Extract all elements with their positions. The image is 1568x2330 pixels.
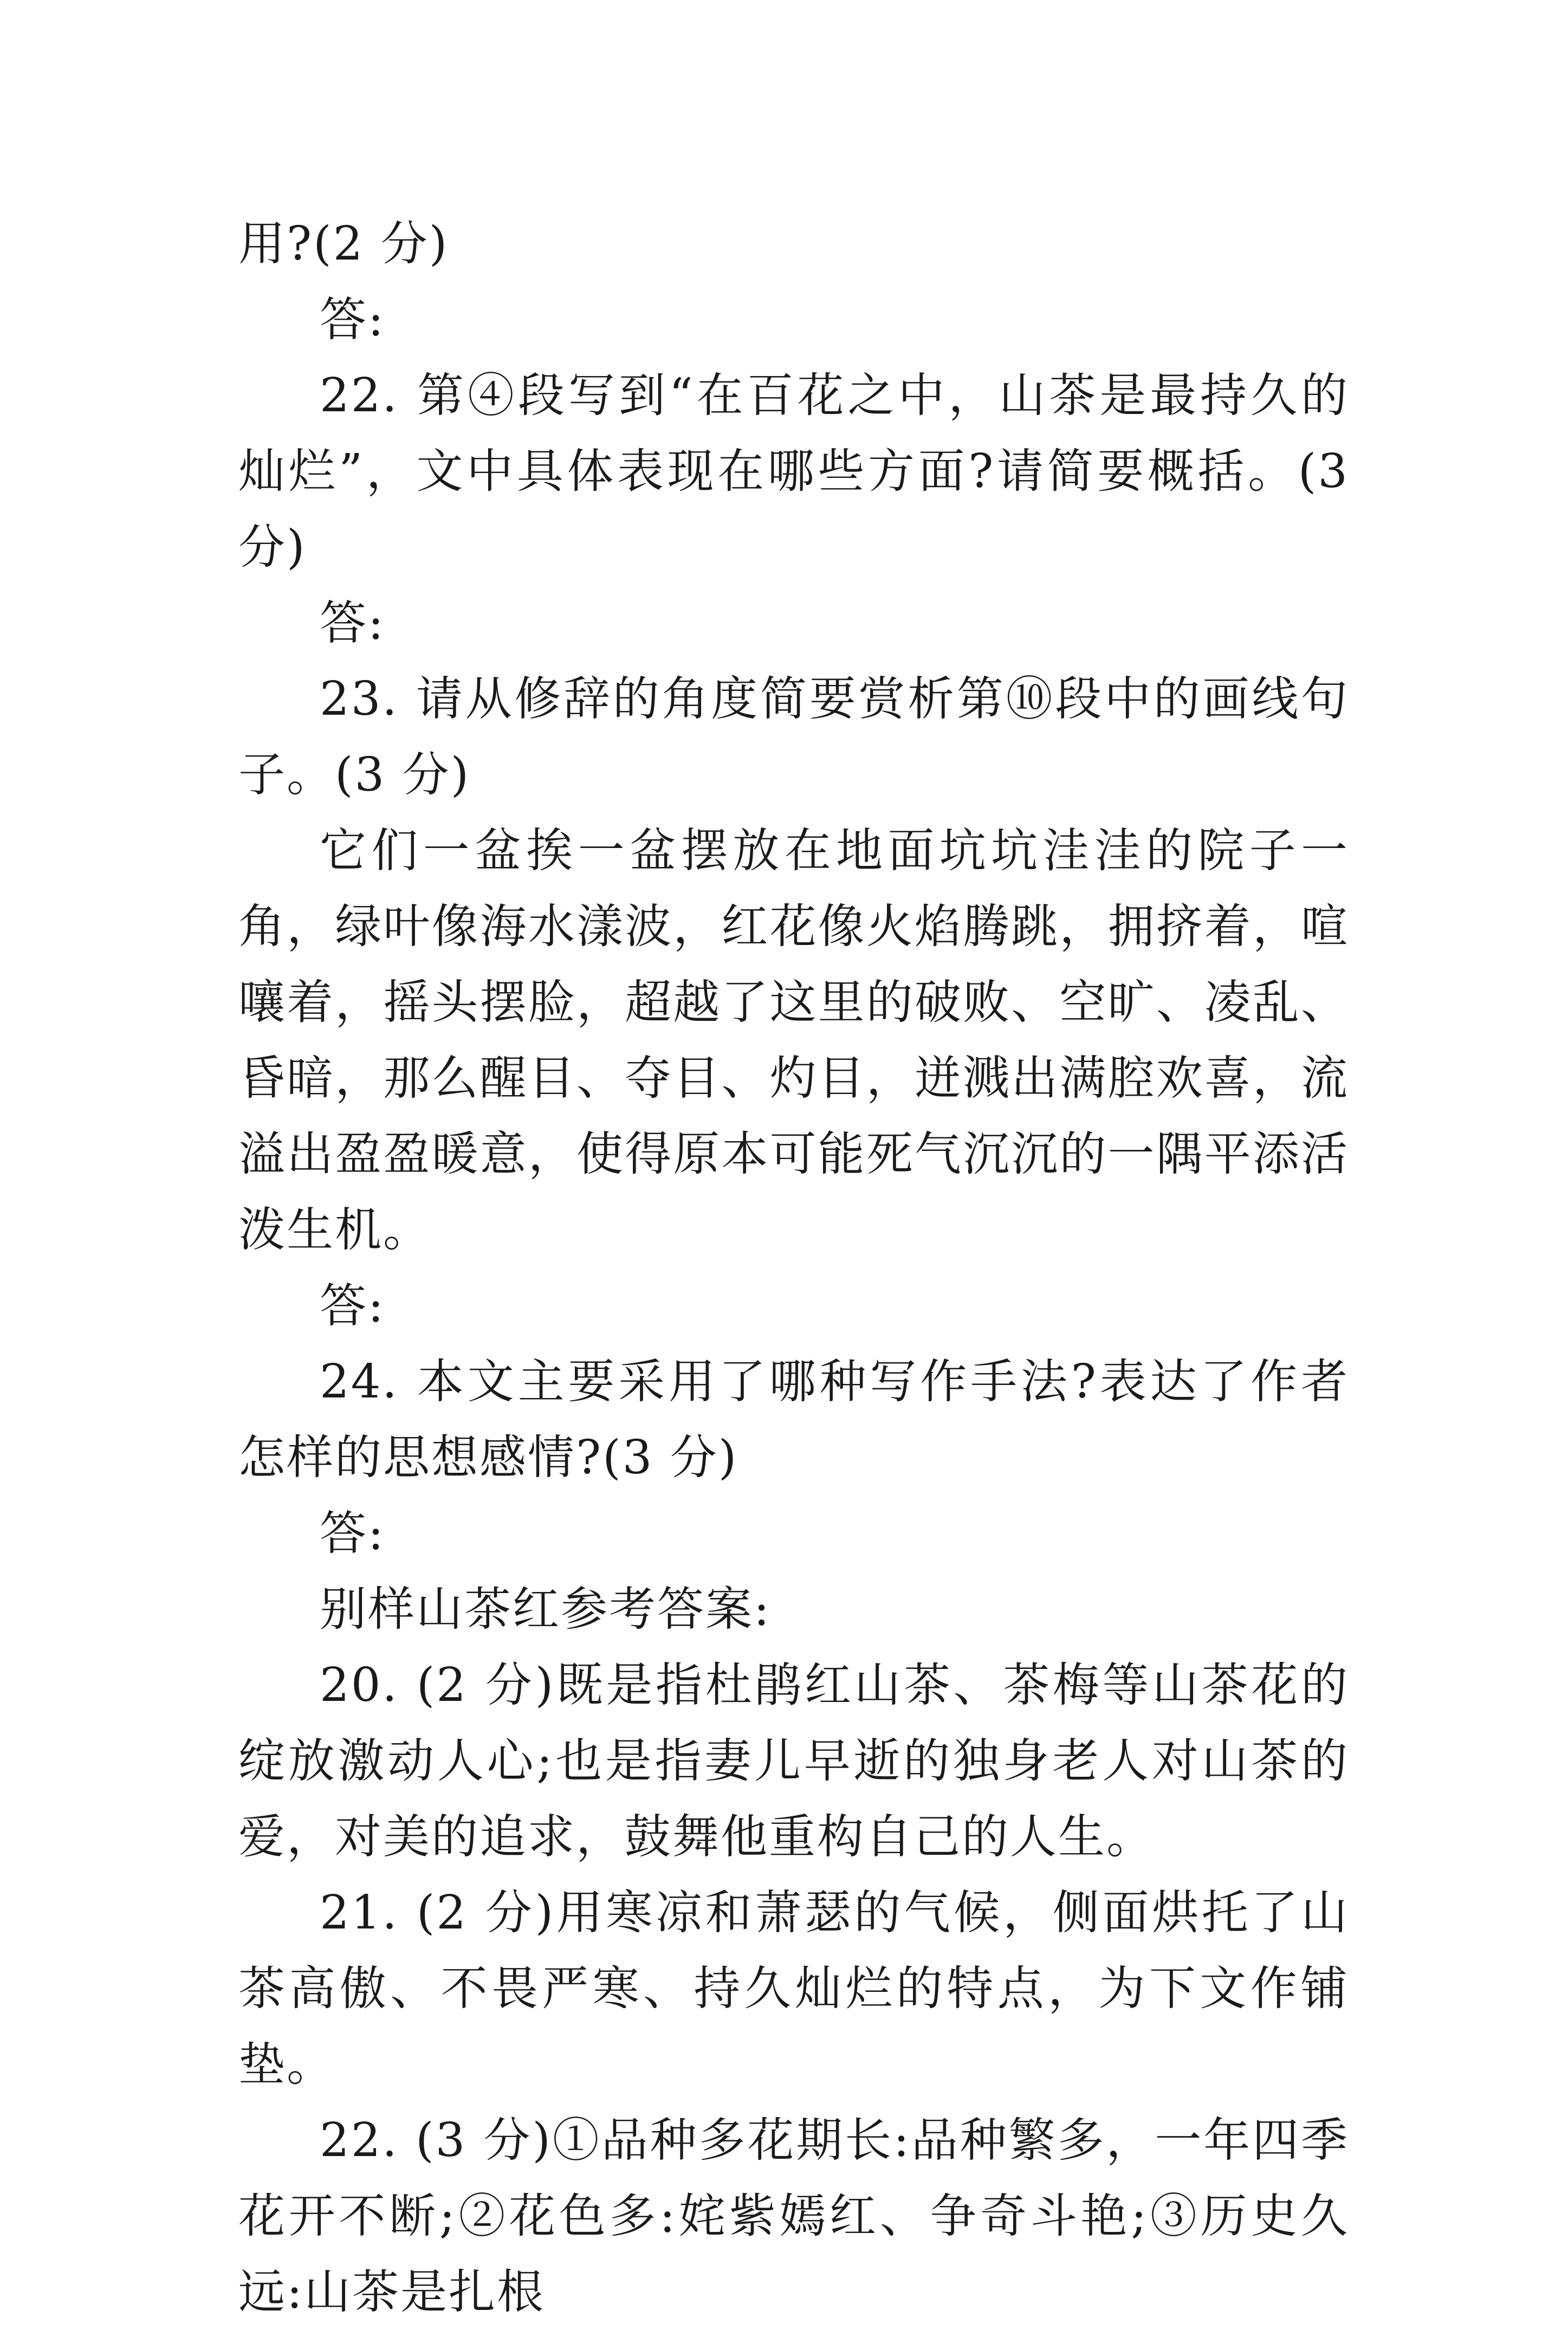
paragraph-answer-blank-24: 答:: [320, 1506, 385, 1561]
paragraph-answer-22: 22. (3 分)①品种多花期长:品种繁多，一年四季花开不断;②花色多:姹紫嫣红、争奇斗艳;③历史久远:山茶是扎根: [238, 2113, 1349, 2319]
paragraph-answer-blank-23: 答:: [320, 1279, 385, 1333]
document-body: [238, 206, 1349, 2330]
paragraph-answer-21: 21. (2 分)用寒凉和萧瑟的气候，侧面烘托了山茶高傲、不畏严寒、持久灿烂的特点，为下文作铺垫。: [238, 1886, 1349, 2092]
paragraph-answer-blank-22: 答:: [320, 596, 385, 650]
paragraph-quoted-sentence: 它们一盆挨一盆摆放在地面坑坑洼洼的院子一角，绿叶像海水漾波，红花像火焰腾跳，拥挤着，喧嚷着，摇头摆脸，超越了这里的破败、空旷、凌乱、昏暗，那么醒目、夺目、灼目，迸溅出满腔欢喜，流溢出盈盈暖意，使得原本可能死气沉沉的一隅平添活泼生机。: [238, 824, 1349, 1257]
paragraph-question-21-tail: 用?(2 分): [238, 217, 449, 271]
paragraph-answer-key-heading: 别样山茶红参考答案:: [320, 1582, 771, 1636]
paragraph-question-23: 23. 请从修辞的角度简要赏析第⑩段中的画线句子。(3 分): [238, 672, 1349, 802]
paragraph-answer-20: 20. (2 分)既是指杜鹃红山茶、茶梅等山茶花的绽放激动人心;也是指妻儿早逝的独身老人对山茶的爱，对美的追求，鼓舞他重构自己的人生。: [238, 1658, 1349, 1864]
paragraph-question-24: 24. 本文主要采用了哪种写作手法?表达了作者怎样的思想感情?(3 分): [238, 1355, 1349, 1485]
paragraph-question-22: 22. 第④段写到“在百花之中，山茶是最持久的灿烂”，文中具体表现在哪些方面?请简要概括。(3 分): [238, 368, 1349, 574]
paragraph-answer-blank-21: 答:: [320, 293, 385, 347]
